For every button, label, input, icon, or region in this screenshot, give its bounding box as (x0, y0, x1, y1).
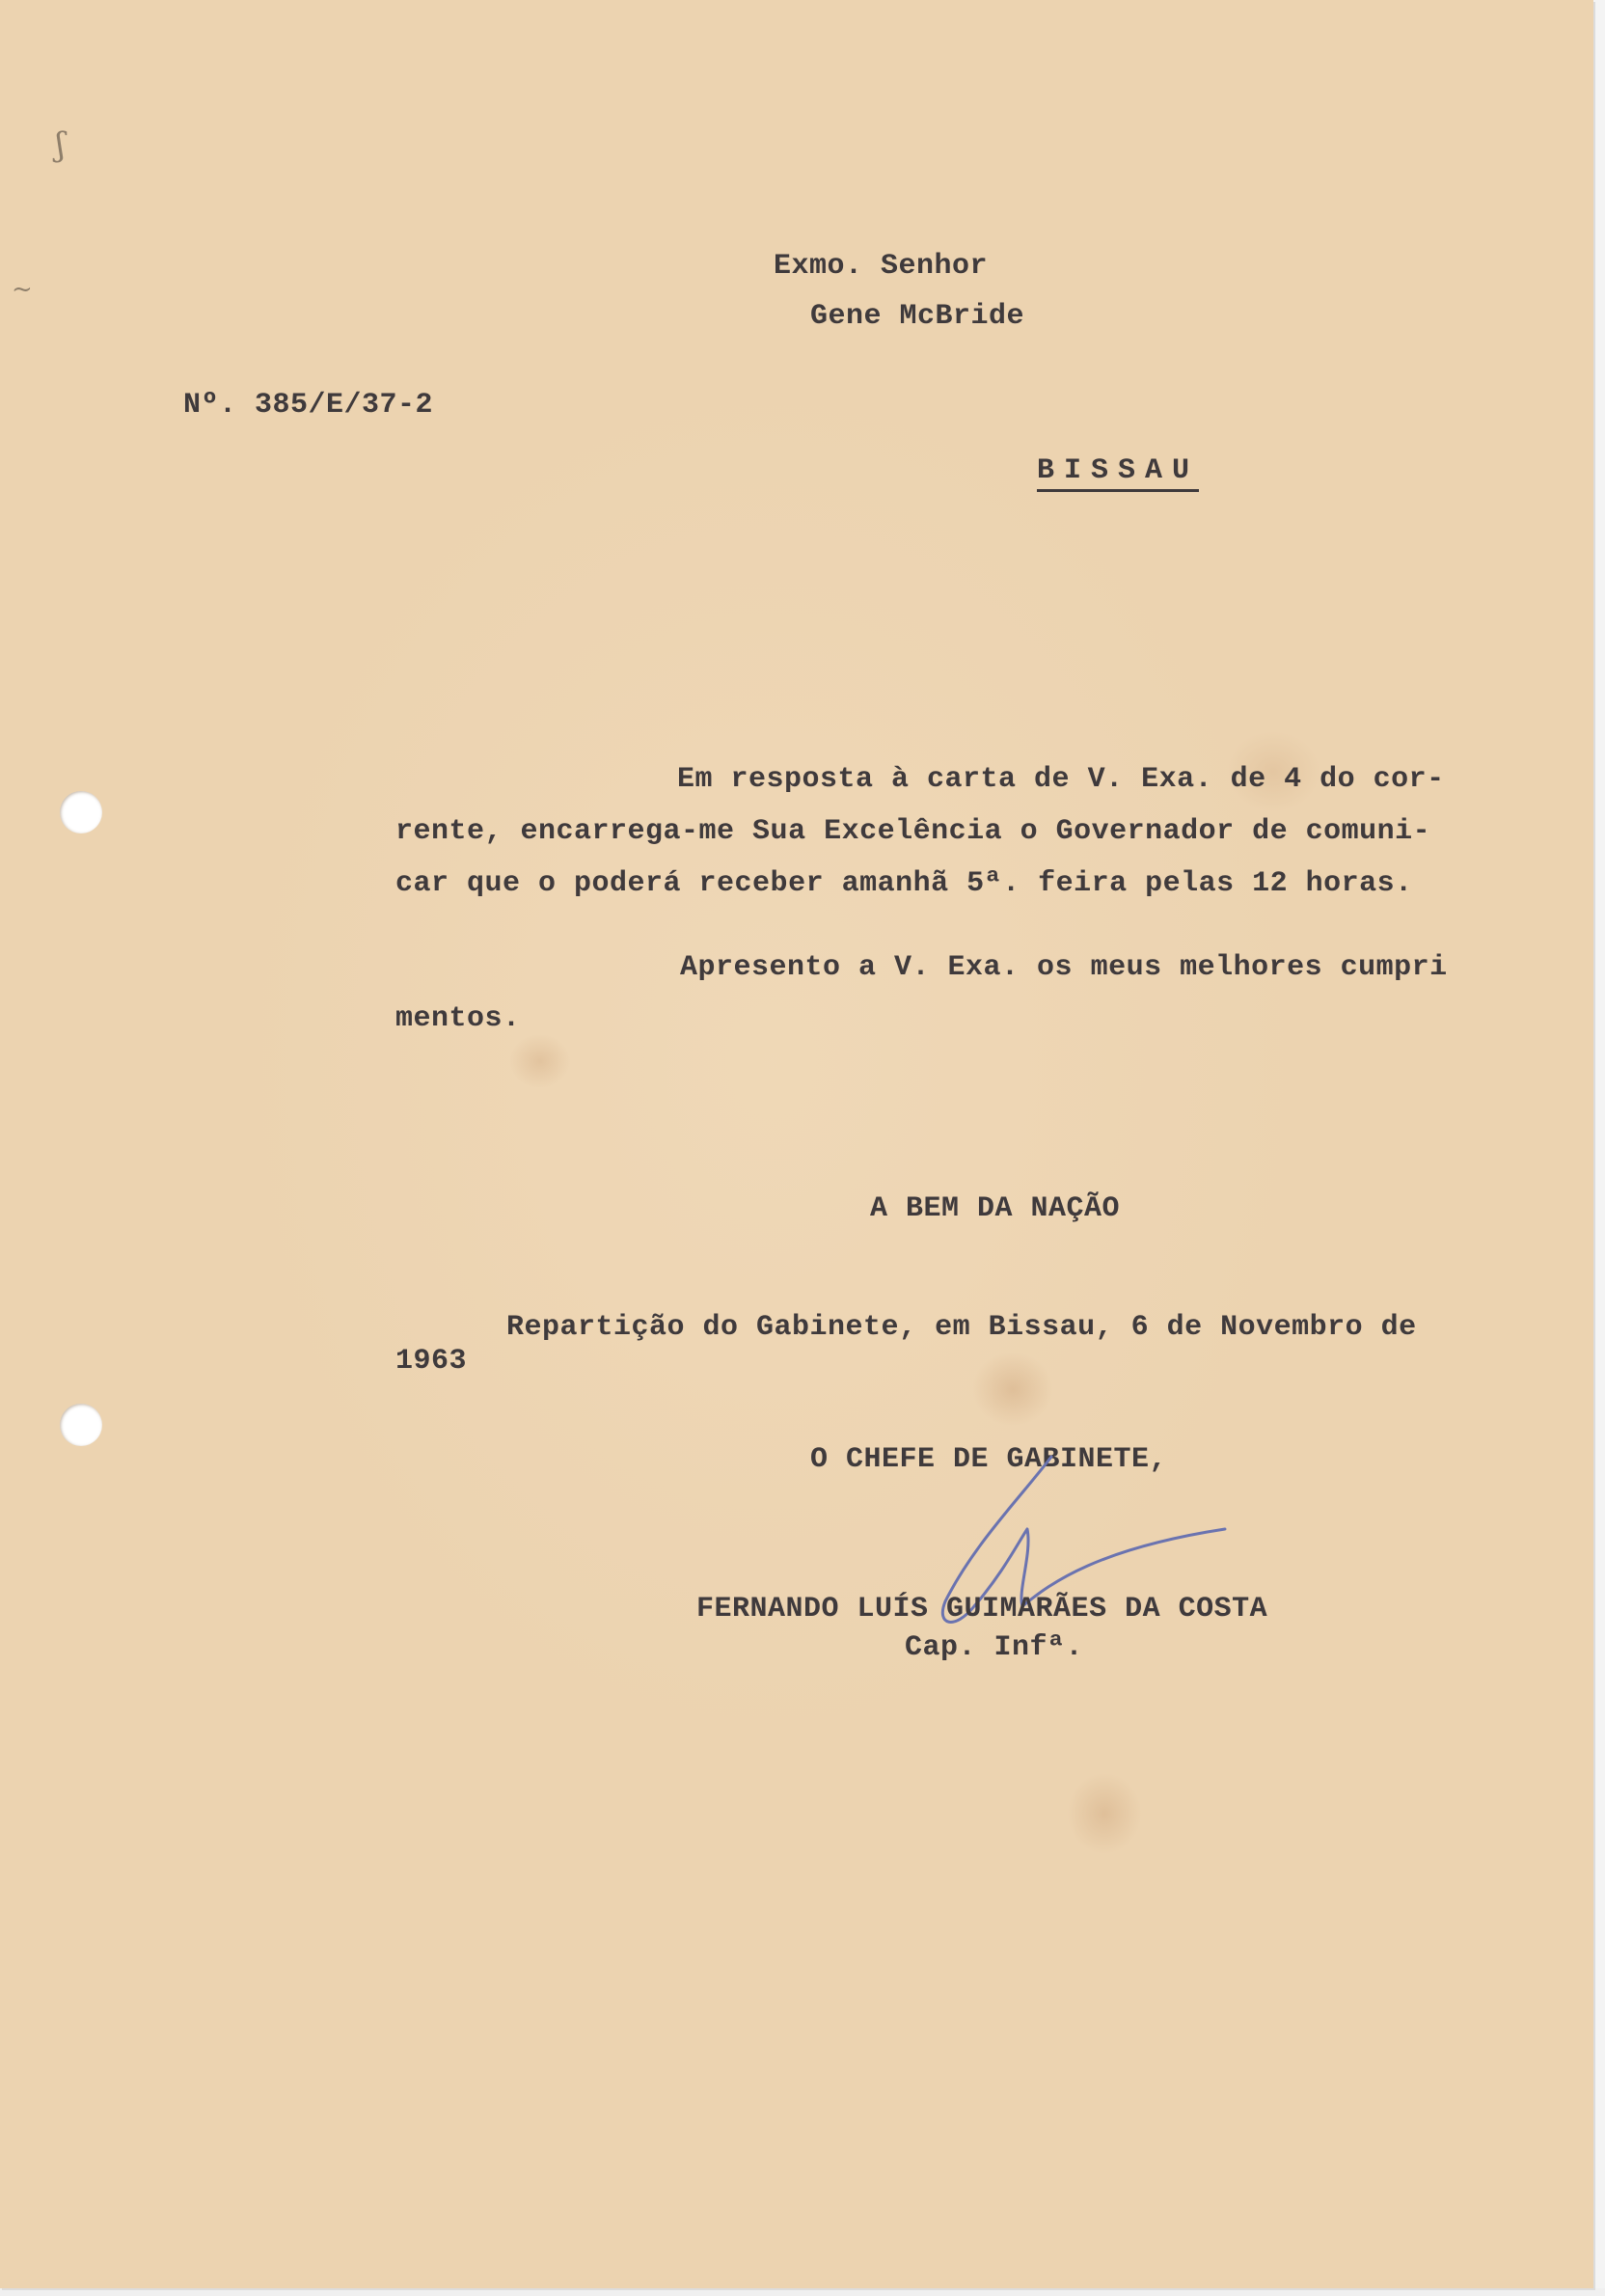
pencil-mark: ~ (12, 275, 33, 304)
motto: A BEM DA NAÇÃO (870, 1192, 1121, 1225)
place-date-line: Repartição do Gabinete, em Bissau, 6 de Novembro de (506, 1311, 1417, 1344)
closing-line: mentos. (395, 1002, 521, 1035)
salutation-line: Exmo. Senhor (774, 250, 989, 283)
body-line: car que o poderá receber amanhã 5ª. feira pelas 12 horas. (395, 867, 1413, 900)
scan-edge-bottom (0, 2288, 1605, 2296)
body-line: rente, encarrega-me Sua Excelência o Governador de comuni- (395, 815, 1431, 848)
signatory-title: O CHEFE DE GABINETE, (810, 1443, 1168, 1476)
scan-edge-right (1593, 0, 1605, 2296)
place-date-year: 1963 (395, 1345, 468, 1378)
closing-line: Apresento a V. Exa. os meus melhores cumpri (680, 951, 1448, 984)
destination-city-text: BISSAU (1037, 454, 1199, 492)
punch-hole (60, 1404, 102, 1446)
destination-city (1037, 453, 1199, 488)
punch-hole (60, 791, 102, 834)
reference-number: Nº. 385/E/37-2 (183, 389, 434, 422)
body-line: Em resposta à carta de V. Exa. de 4 do cor- (677, 763, 1445, 796)
recipient-name: Gene McBride (810, 300, 1025, 333)
pencil-mark: ʃ (56, 125, 66, 164)
signatory-name: FERNANDO LUÍS GUIMARÃES DA COSTA (696, 1593, 1268, 1626)
signatory-rank: Cap. Infª. (905, 1631, 1084, 1664)
